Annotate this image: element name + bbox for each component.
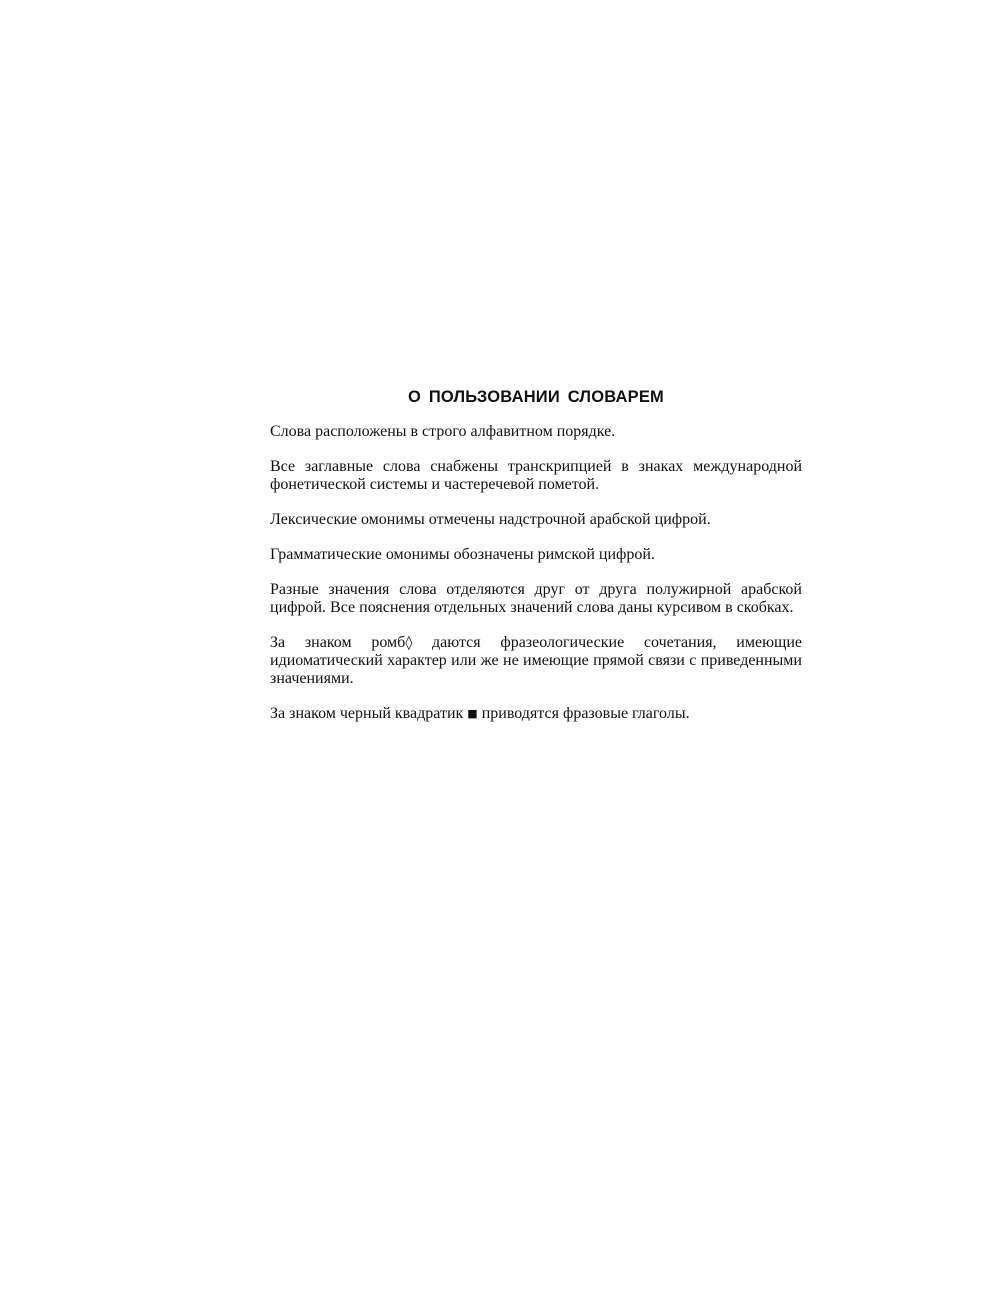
paragraph-text: Слова расположены в строго алфавитном порядке.: [270, 423, 616, 440]
paragraph-text: Грамматические омонимы обозначены римской цифрой.: [270, 546, 655, 563]
paragraph-text-before: За знаком ромб: [270, 634, 406, 651]
section-title: О ПОЛЬЗОВАНИИ СЛОВАРЕМ: [408, 388, 664, 406]
paragraph-text: Все заглавные слова снабжены транскрипцией в знаках международной фонетической системы и частеречевой пометой.: [270, 458, 802, 493]
paragraph-alphabetical: [270, 423, 802, 441]
paragraph-text-after: приводятся фразовые глаголы.: [477, 705, 690, 722]
paragraph-text: Лексические омонимы отмечены надстрочной арабской цифрой.: [270, 511, 711, 528]
paragraph-transcription: [270, 458, 802, 494]
paragraph-grammatical-homonyms: [270, 546, 802, 564]
usage-section: [270, 388, 802, 741]
paragraph-text: Разные значения слова отделяются друг от друга полужирной арабской цифрой. Все пояснения отдельных значений слова даны курсивом в скобках.: [270, 581, 802, 616]
paragraph-meanings: [270, 581, 802, 617]
black-square-icon: ■: [467, 707, 478, 720]
paragraph-text-after: даются фразеологические сочетания, имеющие идиоматический характер или же не имеющие прямой связи с приведенными значениями.: [270, 634, 803, 687]
paragraph-phraseology: [270, 634, 802, 688]
paragraph-phrasal-verbs: [270, 705, 802, 724]
paragraph-lexical-homonyms: [270, 511, 802, 529]
paragraph-text-before: За знаком черный квадратик: [270, 705, 468, 722]
diamond-icon: ◊: [405, 635, 413, 651]
